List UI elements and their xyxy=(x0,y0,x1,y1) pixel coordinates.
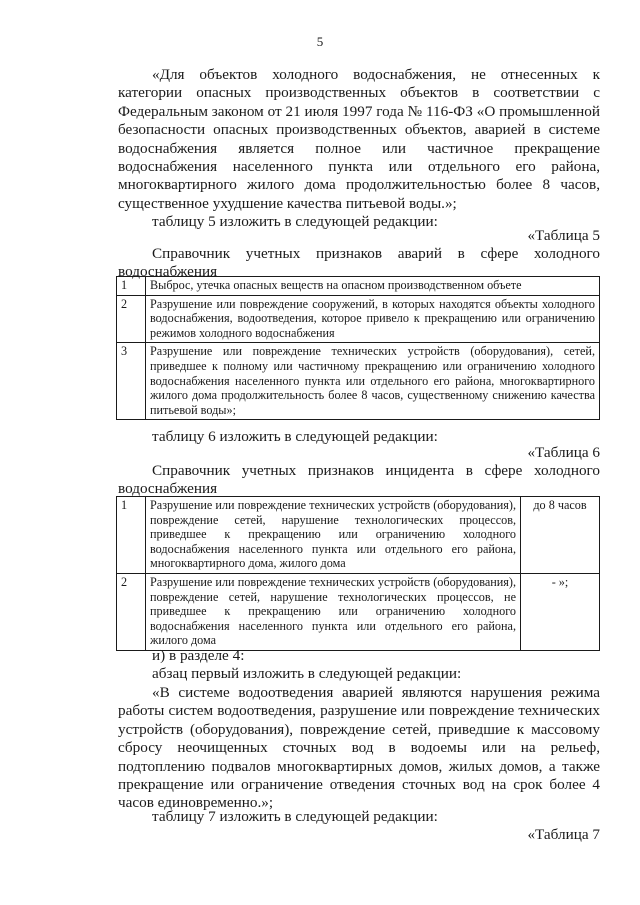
row-text: Выброс, утечка опасных веществ на опасном производственном объете xyxy=(146,277,600,296)
row-number: 2 xyxy=(117,573,146,650)
table5-instruction: таблицу 5 изложить в следующей редакции: xyxy=(152,213,438,230)
table-row xyxy=(117,497,600,574)
row-number: 2 xyxy=(117,295,146,343)
page-number: 5 xyxy=(316,34,324,49)
row-number: 1 xyxy=(117,277,146,296)
table7-label: «Таблица 7 xyxy=(527,826,600,843)
table5 xyxy=(116,276,600,420)
section4-instruction: абзац первый изложить в следующей редакции: xyxy=(152,665,462,682)
table6-title: Справочник учетных признаков инцидента в сфере холодного водоснабжения xyxy=(118,462,600,498)
table5-label: «Таблица 5 xyxy=(527,227,600,244)
table5-title: Справочник учетных признаков аварий в сфере холодного водоснабжения xyxy=(118,245,600,281)
row-number: 3 xyxy=(117,343,146,420)
section4-item: и) в разделе 4: xyxy=(152,647,245,664)
table7-instruction: таблицу 7 изложить в следующей редакции: xyxy=(152,808,438,825)
row-text: Разрушение или повреждение технических устройств (оборудования), повреждение сетей, нарушение технологических процессов, не приведшее к прекращению или ограничению холодного водоснабжения населенного пункта или отдельного его района, жилого дома xyxy=(146,573,521,650)
row-text: Разрушение или повреждение сооружений, в которых находятся объекты холодного водоснабжения, водоотведения, которое привело к прекращению или ограничению режимов холодного водоснабжения xyxy=(146,295,600,343)
table6 xyxy=(116,496,600,651)
row-duration: - »; xyxy=(521,573,600,650)
row-duration: до 8 часов xyxy=(521,497,600,574)
table6-instruction: таблицу 6 изложить в следующей редакции: xyxy=(152,428,438,445)
table-row xyxy=(117,295,600,343)
table-row xyxy=(117,277,600,296)
intro-paragraph: «Для объектов холодного водоснабжения, не отнесенных к категории опасных производственных объектов в соответствии с Федеральным законом от 21 июля 1997 года № 116-ФЗ «О промышленной безопасности опасных производственных объектов, аварией в системе водоснабжения является полное или частичное прекращение водоснабжения населенного пункта или отдельного его района, многоквартирного жилого дома продолжительностью более 8 часов, существенное ухудшение качества питьевой воды.»; xyxy=(118,66,600,212)
table-row xyxy=(117,343,600,420)
row-text: Разрушение или повреждение технических устройств (оборудования), повреждение сетей, нарушение технологических процессов, приведшее к прекращению или ограничению холодного водоснабжения населенного пункта или отдельного его района, многоквартирного дома, жилого дома xyxy=(146,497,521,574)
section4-paragraph: «В системе водоотведения аварией являются нарушения режима работы систем водоотведения, разрушение или повреждение технических устройств (оборудования), повреждение сетей, приведшие к массовому сбросу неочищенных сточных вод в водоемы или на рельеф, подтоплению подвалов многоквартирных домов, жилых домов, а также прекращение или ограничение отведения сточных вод на срок более 4 часов единовременно.»; xyxy=(118,684,600,812)
row-number: 1 xyxy=(117,497,146,574)
table-row xyxy=(117,573,600,650)
row-text: Разрушение или повреждение технических устройств (оборудования), сетей, приведшее к полному или частичному прекращению или ограничению холодного водоснабжения населенного пункта или отдельного его района, многоквартирного жилого дома продолжительность более 8 часов, существенному снижению качества питьевой воды»; xyxy=(146,343,600,420)
table6-label: «Таблица 6 xyxy=(527,444,600,461)
